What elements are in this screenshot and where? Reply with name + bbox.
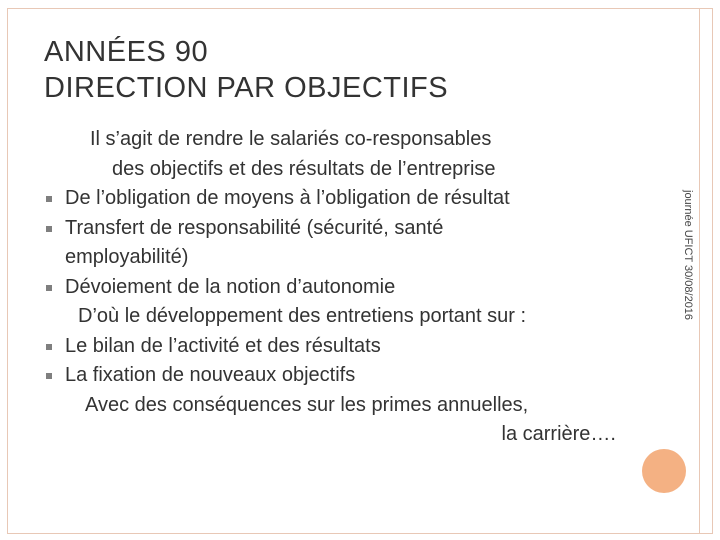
closing-line-1: Avec des conséquences sur les primes annuelles,	[85, 393, 529, 416]
slide-body	[42, 125, 632, 450]
side-date-label: journée UFICT 30/08/2016	[682, 190, 694, 321]
list-item	[42, 332, 632, 362]
closing-line-2: la carrière….	[501, 423, 616, 445]
bullet-text: Dévoiement de la notion d’autonomie	[65, 275, 396, 298]
intro-line-1: Il s’agit de rendre le salariés co-responsables	[90, 128, 492, 150]
list-item	[42, 214, 632, 244]
bullet-text: De l’obligation de moyens à l’obligation de résultat	[65, 187, 510, 209]
title-line-1: ANNÉES 90	[44, 36, 209, 68]
bullet-text: La fixation de nouveaux objectifs	[65, 364, 356, 386]
bullet-text: Le bilan de l’activité et des résultats	[65, 334, 381, 357]
bullet-icon	[46, 373, 52, 379]
bullet-icon	[46, 226, 52, 232]
side-divider	[699, 8, 700, 534]
intro-line-2: des objectifs et des résultats de l’entreprise	[112, 157, 496, 180]
bullet-text: Transfert de responsabilité (sécurité, santé	[65, 216, 444, 239]
bullet-icon	[46, 285, 52, 291]
title-line-2: DIRECTION PAR OBJECTIFS	[44, 72, 449, 104]
sub-heading: D’où le développement des entretiens portant sur :	[78, 305, 527, 327]
list-item	[42, 273, 632, 303]
list-item	[42, 184, 632, 214]
bullet-continuation: employabilité)	[65, 246, 189, 268]
bullet-icon	[46, 344, 52, 350]
decorative-circle	[642, 449, 686, 493]
slide-title	[44, 34, 448, 106]
list-item	[42, 361, 632, 391]
bullet-icon	[46, 196, 52, 202]
